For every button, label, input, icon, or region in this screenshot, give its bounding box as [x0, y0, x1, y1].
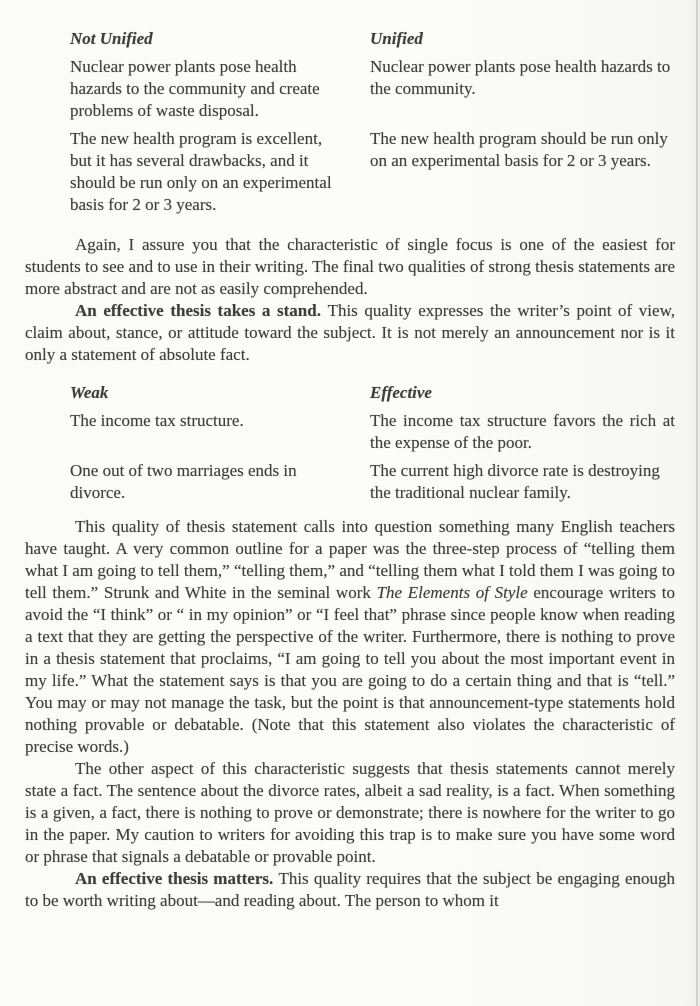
- body-paragraph-calls-into-question-post: encourage writers to avoid the “I think” or “ in my opinion” or “I feel that” phrase since people know when reading a text that they are getting the perspective of the writer. Furthermore, there is nothing to prove in a thesis statement that proclaims, “I am going to tell you about the most important event in my life.” What the statement says is that you are going to do a certain thing and that is “tell.” You may or may not manage the task, but the point is that announcement-type statements hold nothing provable or debatable. (Note that this statement also violates the characteristic of precise words.): [25, 583, 676, 756]
- body-paragraph-thesis-matters: [25, 868, 675, 912]
- body-paragraph-other-aspect: The other aspect of this characteristic suggests that thesis statements cannot merely state a fact. The sentence about the divorce rates, albeit a sad reality, is a fact. When something is a given, a fact, there is nothing to prove or demonstrate; there is nowhere for the writer to go in the paper. My caution to writers for avoiding this trap is to make sure you have some word or phrase that signals a debatable or provable point.: [25, 759, 675, 866]
- bold-lead-in-takes-a-stand: An effective thesis takes a stand.: [75, 301, 321, 320]
- example-text-weak-2: One out of two marriages ends in divorce.: [70, 461, 297, 502]
- comparison-table-unified: [70, 28, 675, 216]
- column-heading-not-unified: Not Unified: [70, 29, 153, 48]
- body-text-block-2: [25, 516, 675, 912]
- example-text-effective-2: The current high divorce rate is destroying the traditional nuclear family.: [370, 461, 660, 502]
- example-text-not-unified-1: Nuclear power plants pose health hazards to the community and create problems of waste disposal.: [70, 57, 320, 120]
- body-paragraph-takes-a-stand-text: This quality expresses the writer’s point of view, claim about, stance, or attitude toward the subject. It is not merely an announcement nor is it only a statement of absolute fact.: [25, 301, 676, 364]
- column-heading-unified: Unified: [370, 29, 423, 48]
- body-text-block-1: [25, 234, 675, 366]
- comparison-table-effective: [70, 382, 675, 504]
- example-text-effective-1: The income tax structure favors the rich at the expense of the poor.: [370, 411, 675, 452]
- body-paragraph-takes-a-stand: [25, 300, 675, 366]
- example-text-weak-1: The income tax structure.: [70, 411, 244, 430]
- bold-lead-in-thesis-matters: An effective thesis matters.: [75, 869, 274, 888]
- example-text-unified-2: The new health program should be run only on an experimental basis for 2 or 3 years.: [370, 129, 668, 170]
- body-paragraph-thesis-matters-text: This quality requires that the subject be engaging enough to be worth writing about—and reading about. The person to whom it: [25, 869, 675, 910]
- page-edge-shadow: [696, 0, 698, 1006]
- example-text-not-unified-2: The new health program is excellent, but it has several drawbacks, and it should be run only on an experimental basis for 2 or 3 years.: [70, 129, 332, 214]
- column-heading-effective: Effective: [370, 383, 432, 402]
- column-heading-weak: Weak: [70, 383, 109, 402]
- body-paragraph-single-focus: Again, I assure you that the characteristic of single focus is one of the easiest for students to see and to use in their writing. The final two qualities of strong thesis statements are more abstract and are not as easily comprehended.: [25, 235, 675, 298]
- example-text-unified-1: Nuclear power plants pose health hazards to the community.: [370, 57, 671, 98]
- book-title-elements-of-style: The Elements of Style: [376, 583, 528, 602]
- body-paragraph-calls-into-question-pre: This quality of thesis statement calls into question something many English teachers have taught. A very common outline for a paper was the three-step process of “telling them what I am going to tell them,” “telling them,” and “telling them what I told them I was going to tell them.” Strunk and White in the seminal work: [25, 517, 675, 602]
- body-paragraph-calls-into-question: [25, 516, 675, 758]
